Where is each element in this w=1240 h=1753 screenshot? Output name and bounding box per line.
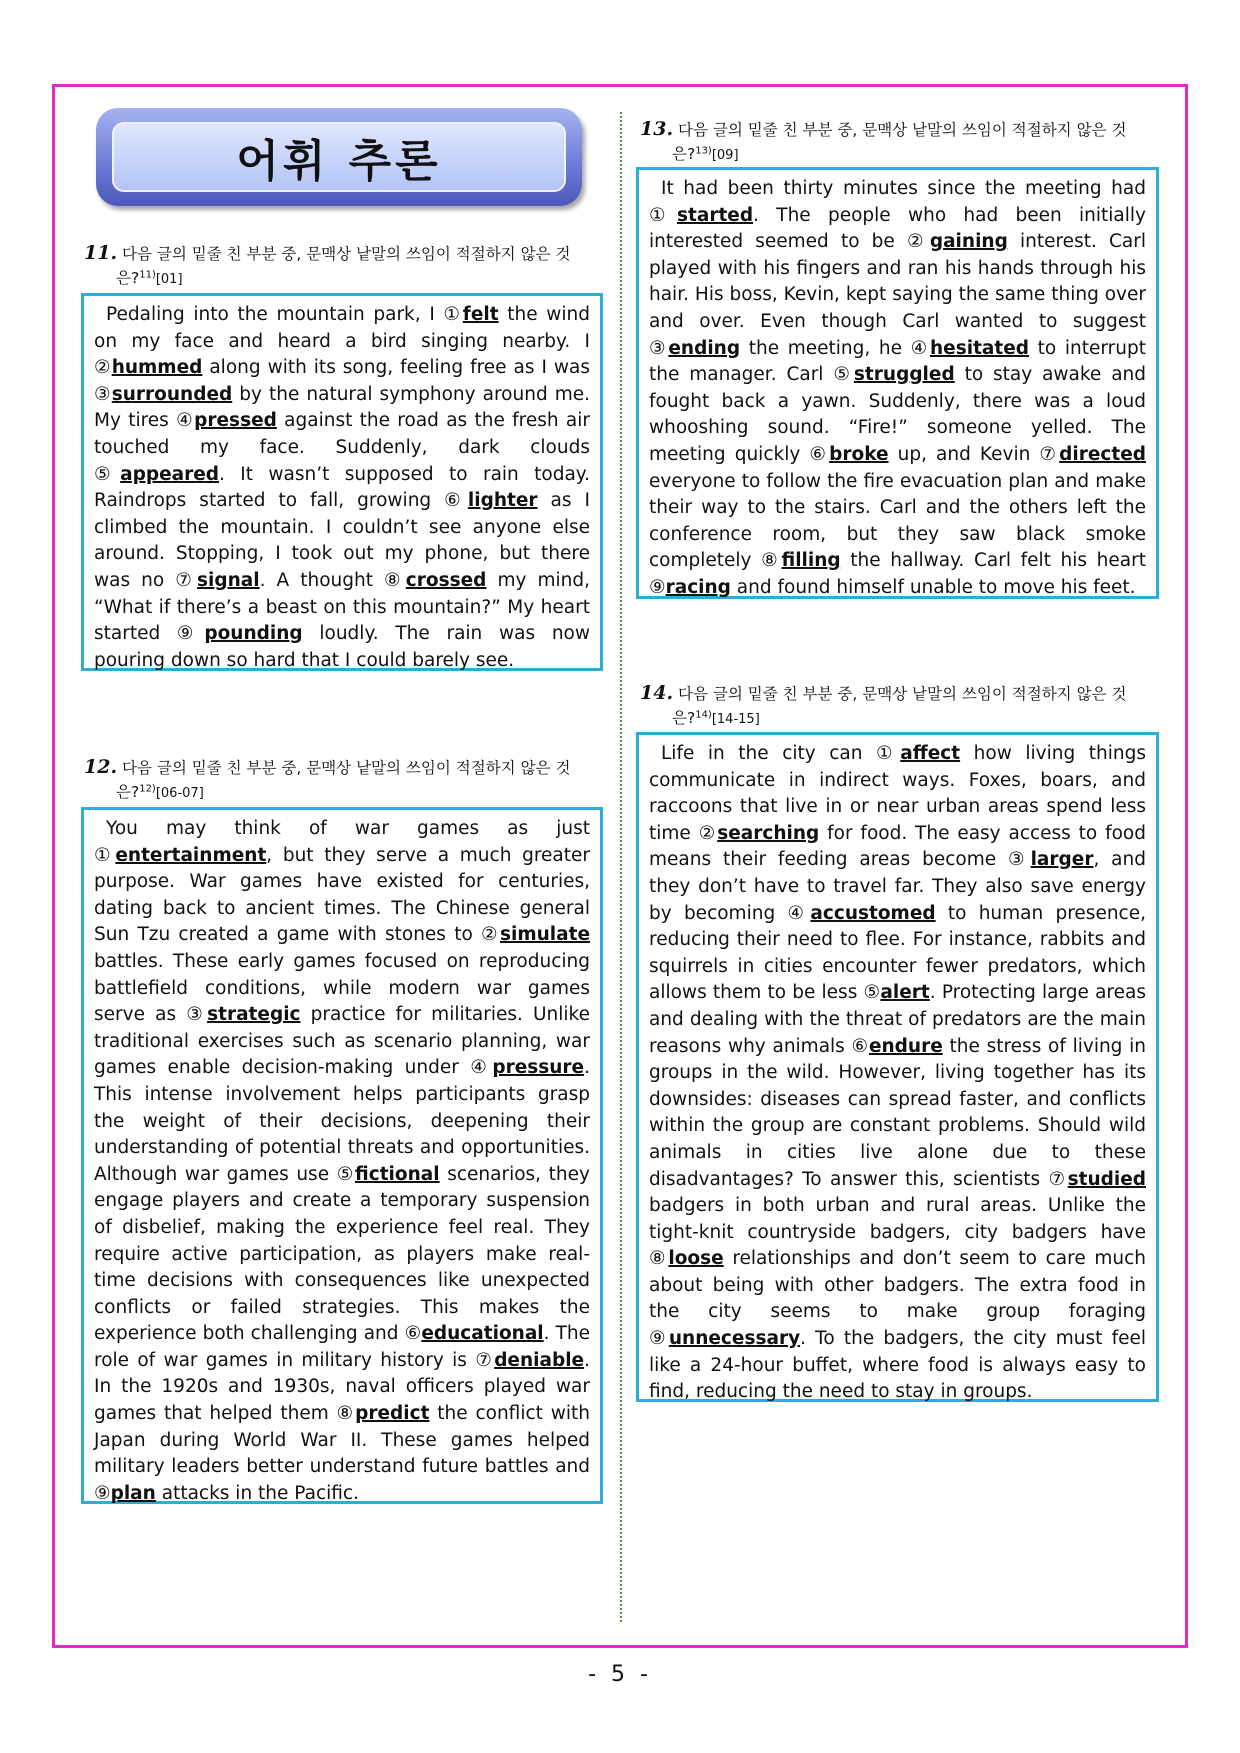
underlined-word: unnecessary	[668, 1328, 801, 1350]
question-source: [14-15]	[711, 712, 760, 728]
footnote-marker: 14)	[695, 710, 712, 721]
question-number: 14.	[640, 682, 674, 704]
underlined-word: started	[677, 204, 754, 226]
passage-text: . The people who had been initially interested seemed to be ②	[649, 204, 1146, 253]
passage	[94, 302, 590, 674]
passage-text: relationships and don’t seem to care much about being with other badgers. The extra food in the city seems to make group foraging ⑨	[649, 1248, 1147, 1350]
underlined-word: studied	[1067, 1168, 1146, 1190]
passage-text: as I climbed the mountain. I couldn’t see anyone else around. Stopping, I took out my phone, but there was no ⑦	[94, 490, 590, 591]
underlined-word: educational	[421, 1323, 544, 1345]
underlined-word: filling	[781, 550, 841, 572]
passage-text: . A thought ⑧	[259, 569, 406, 591]
question-prompt-end: 은?	[672, 709, 696, 728]
question-header	[84, 242, 604, 291]
underlined-word: hummed	[111, 357, 203, 379]
passage-text: to human presence, reducing their need to flee. For instance, rabbits and squirrels in cities encounter fewer predators, which allows them to be less ⑤	[649, 902, 1146, 1004]
passage-text: . In the 1920s and 1930s, naval officers played war games that helped them ⑧	[94, 1349, 590, 1425]
footnote-marker: 13)	[695, 146, 712, 157]
underlined-word: pounding	[204, 623, 303, 645]
passage-text: loudly. The rain was now pouring down so hard that I could barely see.	[94, 623, 590, 671]
passage-text: You may think of war games as just ①	[94, 818, 590, 866]
underlined-word: pressed	[194, 410, 277, 432]
footnote-marker: 12)	[139, 784, 156, 795]
underlined-word: directed	[1059, 443, 1146, 465]
underlined-word: gaining	[929, 231, 1008, 253]
underlined-word: plan	[110, 1482, 156, 1504]
passage-text: the stress of living in groups in the wild. However, living together has its downsides: diseases can spread faster, and conflicts within the group are constant problems. Should wild animals in cities live alone due to these disadvantages? To answer this, scientists ⑦	[649, 1035, 1147, 1190]
footnote-marker: 11)	[139, 270, 156, 281]
underlined-word: affect	[900, 743, 961, 764]
underlined-word: surrounded	[111, 383, 233, 405]
question-prompt: 다음 글의 밑줄 친 부분 중, 문맥상 낱말의 쓰임이 적절하지 않은 것	[678, 685, 1127, 703]
passage-text: , but they serve a much greater purpose. War games have existed for centuries, dating back to ancient times. The Chinese general Sun Tzu created a game with stones to ②	[94, 844, 590, 946]
question-number: 13.	[640, 118, 674, 140]
underlined-word: hesitated	[930, 337, 1030, 359]
passage-text: interest. Carl played with his fingers and ran his hands through his hair. His boss, Kevin, kept saying the same thing over and over. Even though Carl wanted to suggest ③	[649, 231, 1146, 359]
passage-text: practice for militaries. Unlike traditional exercises such as scenario planning, war games enable decision-making under ④	[94, 1004, 590, 1079]
passage-text: the conflict with Japan during World War II. These games helped military leaders better understand future battles and ⑨	[94, 1403, 590, 1504]
passage-text: my mind, “What if there’s a beast on this mountain?” My heart started ⑨	[94, 569, 590, 645]
passage-text: badgers in both urban and rural areas. Unlike the tight-knit countryside badgers, city badgers have ⑧	[649, 1195, 1146, 1270]
underlined-word: ending	[668, 337, 741, 359]
passage-text: the meeting, he ④	[740, 337, 930, 359]
passage-text: and found himself unable to move his feet.	[730, 576, 1136, 598]
passage-box	[636, 167, 1159, 599]
passage-text: the hallway. Carl felt his heart ⑨	[649, 550, 1146, 598]
question-prompt-end: 은?	[672, 145, 696, 164]
passage-text: Life in the city can ①	[661, 743, 901, 764]
passage	[94, 816, 590, 1507]
underlined-word: pressure	[492, 1057, 585, 1079]
underlined-word: strategic	[207, 1004, 301, 1026]
passage-text: up, and Kevin ⑦	[888, 443, 1060, 465]
passage-text: how living things communicate in indirect ways. Foxes, boars, and raccoons that live in or near urban areas spend less time ②	[649, 743, 1146, 844]
question-prompt: 다음 글의 밑줄 친 부분 중, 문맥상 낱말의 쓰임이 적절하지 않은 것	[122, 245, 571, 263]
underlined-word: simulate	[499, 924, 590, 946]
passage-text: to interrupt the manager. Carl ⑤	[649, 337, 1146, 386]
question-header	[640, 118, 1160, 167]
page-number: - 5 -	[588, 1662, 652, 1687]
section-title-badge	[96, 108, 582, 206]
passage-text: . To the badgers, the city must feel like a 24-hour buffet, where food is always easy to find, reducing the need to stay in groups.	[649, 1328, 1146, 1403]
question-number: 12.	[84, 756, 118, 778]
passage-text: the wind on my face and heard a bird singing nearby. I ②	[94, 304, 590, 379]
underlined-word: entertainment	[115, 844, 267, 866]
passage-text: along with its song, feeling free as I was ③	[94, 357, 590, 405]
underlined-word: lighter	[467, 490, 538, 512]
passage-box	[81, 807, 603, 1504]
underlined-word: larger	[1030, 849, 1094, 871]
passage-text: . It wasn’t supposed to rain today. Raindrops started to fall, growing ⑥	[94, 463, 590, 512]
question-number: 11.	[84, 242, 118, 264]
underlined-word: broke	[829, 443, 889, 465]
passage	[649, 741, 1146, 1406]
passage-text: battles. These early games focused on reproducing battlefield conditions, while modern war games serve as ③	[94, 950, 590, 1026]
passage-text: , and they don’t have to travel far. They also save energy by becoming ④	[649, 849, 1146, 924]
underlined-word: endure	[868, 1035, 943, 1057]
underlined-word: fictional	[355, 1163, 440, 1185]
passage-text: . Protecting large areas and dealing with the threat of predators are the main reasons why animals ⑥	[649, 982, 1146, 1057]
underlined-word: loose	[668, 1248, 724, 1270]
underlined-word: appeared	[120, 463, 220, 485]
question-source: [06-07]	[155, 786, 204, 802]
passage	[649, 176, 1146, 602]
underlined-word: accustomed	[810, 902, 936, 924]
question-prompt-end: 은?	[116, 269, 140, 288]
underlined-word: felt	[462, 304, 499, 325]
passage-text: Pedaling into the mountain park, I ①	[106, 304, 463, 325]
underlined-word: alert	[880, 982, 930, 1004]
underlined-word: deniable	[494, 1349, 585, 1371]
passage-box	[81, 293, 603, 671]
passage-text: It had been thirty minutes since the meeting had ①	[649, 178, 1146, 226]
passage-text: attacks in the Pacific.	[155, 1482, 359, 1504]
underlined-word: struggled	[853, 364, 955, 386]
question-prompt: 다음 글의 밑줄 친 부분 중, 문맥상 낱말의 쓰임이 적절하지 않은 것	[678, 121, 1127, 139]
passage-text: . This intense involvement helps participants grasp the weight of their decisions, deepening their understanding of potential threats and opportunities. Although war games use ⑤	[94, 1057, 590, 1185]
underlined-word: crossed	[405, 569, 487, 591]
passage-text: everyone to follow the fire evacuation plan and make their way to the stairs. Carl and the others left the conference room, but they saw black smoke completely ⑧	[649, 470, 1146, 572]
passage-text: scenarios, they engage players and create a temporary suspension of disbelief, making the experience feel real. They require active participation, as players make real-time decisions with consequences like unexpected conflicts or failed strategies. This makes the experience both challenging and ⑥	[94, 1163, 590, 1345]
question-prompt: 다음 글의 밑줄 친 부분 중, 문맥상 낱말의 쓰임이 적절하지 않은 것	[122, 759, 571, 777]
passage-text: against the road as the fresh air touched my face. Suddenly, dark clouds ⑤	[94, 410, 590, 485]
passage-text: for food. The easy access to food means their feeding areas become ③	[649, 822, 1146, 871]
question-source: [01]	[155, 272, 183, 288]
passage-text: to stay awake and fought back a yawn. Suddenly, there was a loud whooshing sound. “Fire!” someone yelled. The meeting quickly ⑥	[649, 364, 1146, 465]
passage-box	[636, 732, 1159, 1402]
question-header	[640, 682, 1160, 731]
section-title: 어휘 추론	[236, 136, 442, 187]
question-prompt-end: 은?	[116, 783, 140, 802]
passage-text: by the natural symphony around me. My tires ④	[94, 383, 590, 432]
question-header	[84, 756, 604, 805]
section-title-inner	[112, 122, 566, 192]
underlined-word: racing	[665, 576, 731, 598]
column-divider	[620, 112, 622, 1622]
question-source: [09]	[711, 148, 739, 164]
underlined-word: signal	[197, 569, 260, 591]
underlined-word: searching	[717, 822, 820, 844]
passage-text: . The role of war games in military history is ⑦	[94, 1323, 590, 1371]
underlined-word: predict	[355, 1403, 430, 1425]
